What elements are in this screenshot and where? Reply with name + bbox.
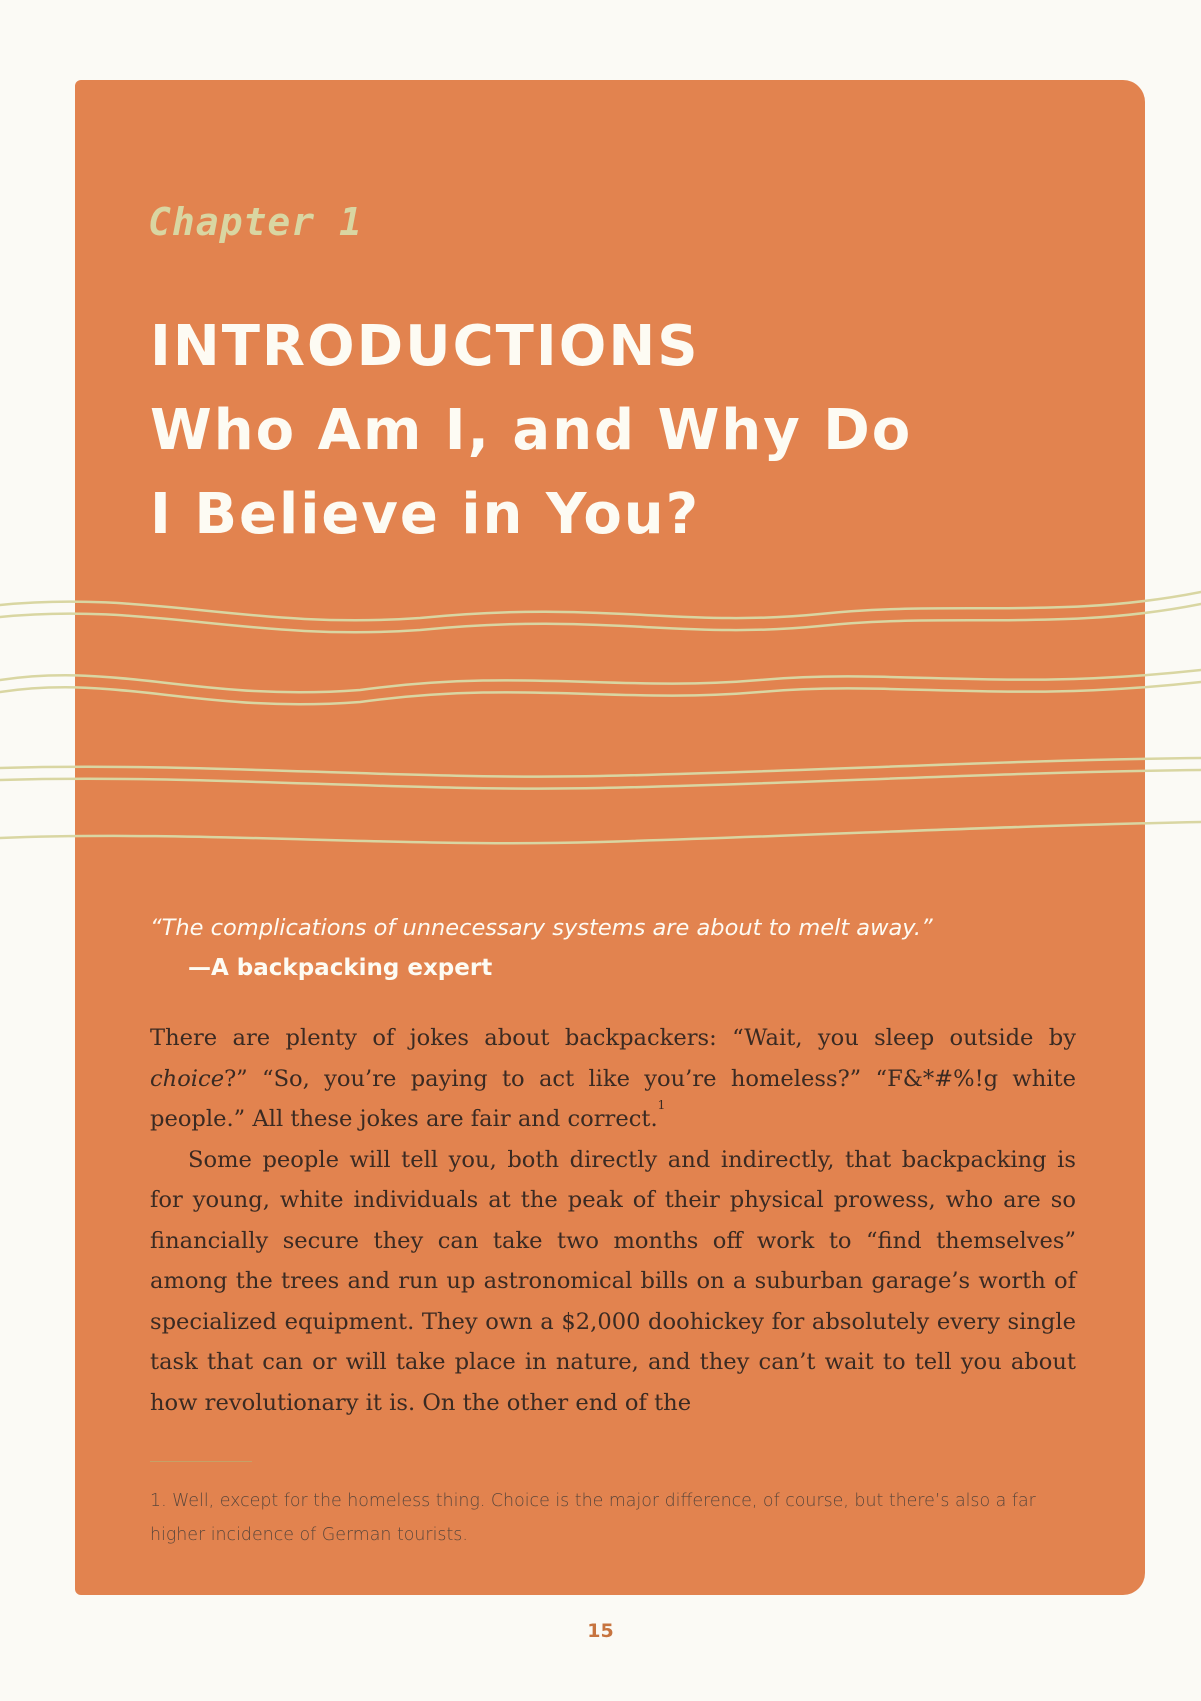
footnote-reference: 1 — [657, 1098, 666, 1112]
paragraph-2: Some people will tell you, both directly and indirectly, that backpacking is for young, white individuals at the peak of their physical prowess, who are so financially secure they can take two months off work to “find themselves” among the trees and run up astronomical bills on a suburban garage’s worth of specialized equipment. They own a $2,000 doohickey for absolutely every single task that can or will take place in nature, and they can’t wait to tell you about how revolutionary it is. On the other end of the — [150, 1146, 1076, 1416]
page-number: 15 — [587, 1620, 614, 1642]
epigraph-quote: “The complications of unnecessary systems are about to melt away.” — [150, 915, 933, 941]
chapter-title — [150, 305, 912, 557]
paragraph-1 — [150, 1018, 1076, 1140]
chapter-title-line-1: INTRODUCTIONS — [150, 314, 700, 379]
footnote-divider — [150, 1461, 252, 1462]
paragraph-1-emphasis: choice — [150, 1065, 225, 1092]
chapter-title-line-2: Who Am I, and Why Do — [150, 398, 913, 463]
decorative-wave-lines — [0, 590, 1201, 870]
chapter-label: Chapter 1 — [148, 200, 363, 244]
paragraph-1-text-b: ?” “So, you’re paying to act like you’re homeless?” “F&*#%!g white people.” All these jokes are fair and correct. — [150, 1065, 1076, 1132]
chapter-title-line-3: I Believe in You? — [150, 482, 701, 547]
footnote: 1. Well, except for the homeless thing. Choice is the major difference, of course, but there’s also a far higher incidence of German tourists. — [150, 1491, 1036, 1545]
body-text — [150, 1018, 1076, 1423]
paragraph-1-text-a: There are plenty of jokes about backpackers: “Wait, you sleep outside by — [150, 1025, 1076, 1051]
epigraph-attribution: —A backpacking expert — [188, 955, 493, 981]
epigraph — [150, 908, 933, 988]
